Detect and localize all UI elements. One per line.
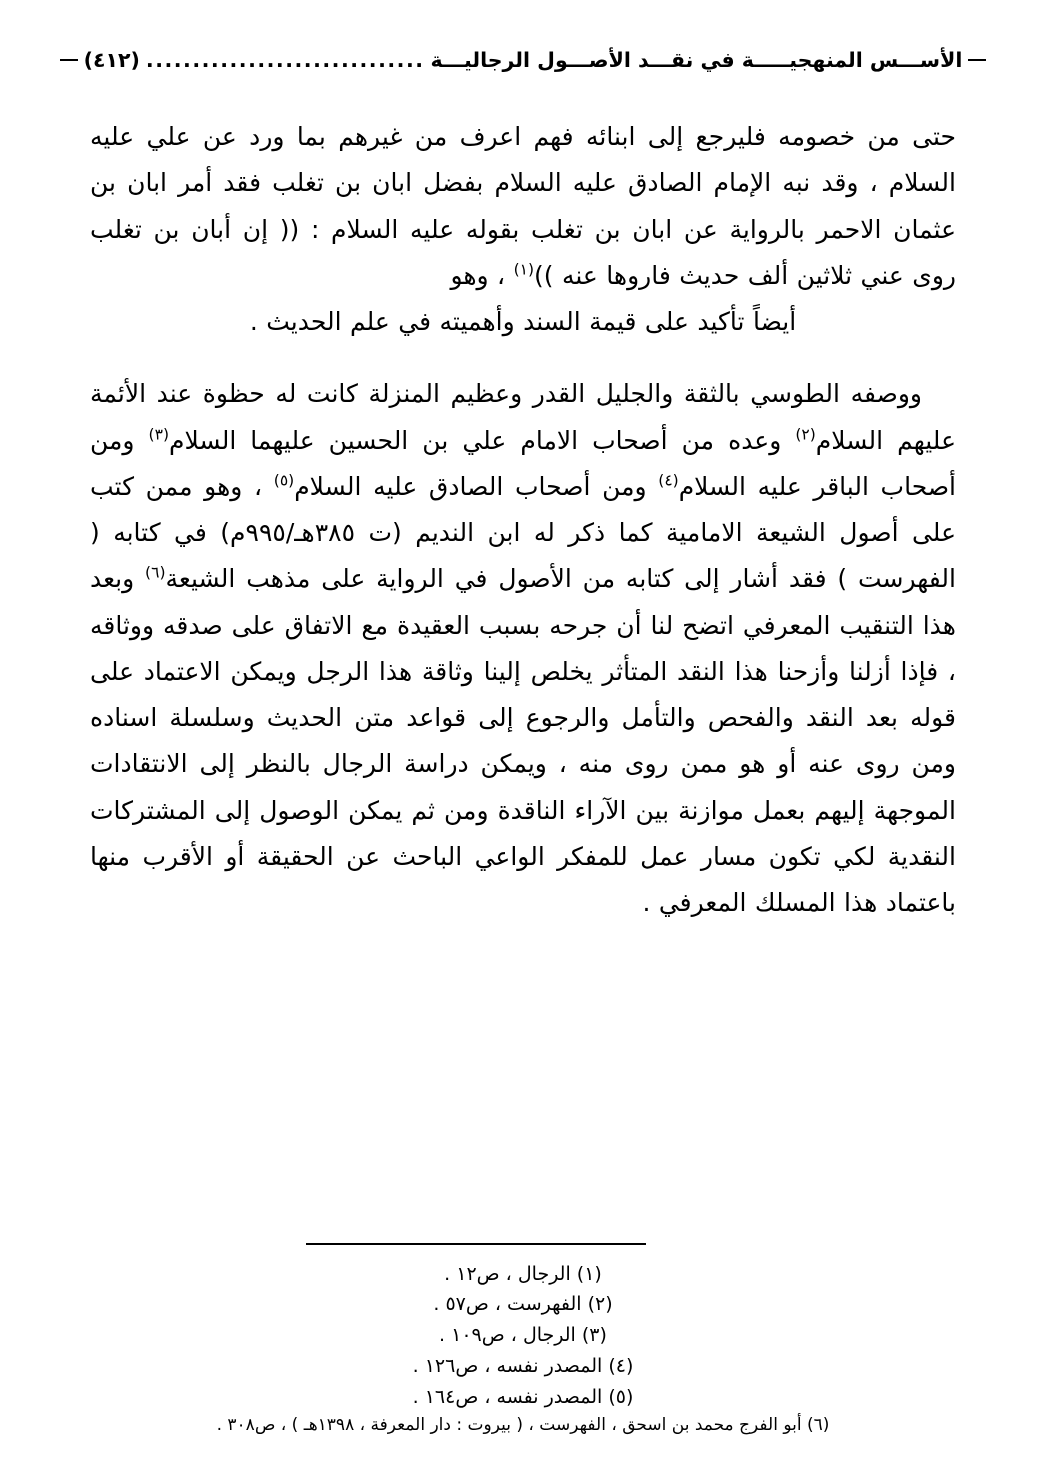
footnote-item: (٥) المصدر نفسه ، ص١٦٤ . [412, 1385, 634, 1408]
footnote-item: (٣) الرجال ، ص١٠٩ . [439, 1324, 607, 1347]
footnote-item: (٢) الفهرست ، ص٥٧ . [433, 1293, 613, 1316]
header-rule-left [60, 59, 78, 61]
paragraph-1 [90, 114, 956, 345]
paragraph-2-seg-3: ومن أصحاب الباقر عليه السلام [90, 425, 957, 501]
footnote-marker-1: (١) [513, 260, 535, 279]
page-header [83, 48, 963, 72]
paragraph-2-seg-4: ومن أصحاب الصادق عليه السلام [294, 471, 659, 501]
footnote-marker-6: (٦) [145, 563, 166, 582]
page-body [90, 114, 956, 926]
paragraph-2 [90, 371, 956, 926]
paragraph-1-text: حتى من خصومه فليرجع إلى ابنائه فهم اعرف من غيرهم بما ورد عن علي عليه السلام ، وقد نبه الإمام الصادق عليه السلام بفضل ابان بن تغلب فقد أمر ابان بن عثمان الاحمر بالرواية عن ابان بن تغلب بقوله عليه السلام : (( إن أبان بن تغلب روى عني ثلاثين ألف حديث فاروها عنه )) [90, 122, 956, 290]
footnote-item: (٤) المصدر نفسه ، ص١٢٦ . [412, 1354, 634, 1377]
footnote-marker-2: (٢) [795, 425, 816, 444]
header-dots: .............................. [145, 48, 425, 72]
footnote-item: (٦) أبو الفرج محمد بن اسحق ، الفهرست ، ( بيروت : دار المعرفة ، ١٣٩٨هـ ) ، ص٣٠٨ . [216, 1415, 830, 1436]
paragraph-2-seg-2: وعده من أصحاب الامام علي بن الحسين عليهما السلام [169, 425, 796, 455]
header-rule-right [968, 59, 986, 61]
footnotes-divider [306, 1243, 646, 1245]
book-title: الأســـس المنهجيـــــة في نقـــد الأصـــول الرجاليـــة [430, 48, 963, 72]
footnotes-section [90, 1243, 956, 1440]
footnote-marker-4: (٤) [658, 471, 679, 490]
paragraph-2-seg-5: ، وهو ممن كتب على أصول الشيعة الامامية كما ذكر له ابن النديم (ت ٣٨٥هـ/٩٩٥م) في كتابه ( الفهرست ) فقد أشار إلى كتابه من الأصول في الرواية على مذهب الشيعة [90, 471, 956, 594]
paragraph-2-seg-6: وبعد هذا التنقيب المعرفي اتضح لنا أن جرحه بسبب العقيدة مع الاتفاق على صدقه ووثاقه ، فإذا أزلنا وأزحنا هذا النقد المتأثر يخلص إلينا وثاقة هذا الرجل ويمكن الاعتماد على قوله بعد النقد والفحص والتأمل والرجوع إلى قواعد متن الحديث وسلسلة اسناده ومن روى عنه أو هو ممن روى منه ، ويمكن دراسة الرجال بالنظر إلى الانتقادات الموجهة إليهم بعمل موازنة بين الآراء الناقدة ومن ثم يمكن الوصول إلى المشتركات النقدية لكي تكون مسار عمل للمفكر الواعي الباحث عن الحقيقة أو الأقرب منها باعتماد هذا المسلك المعرفي . [90, 564, 956, 917]
paragraph-2-seg-1: ووصفه الطوسي بالثقة والجليل القدر وعظيم المنزلة كانت له حظوة عند الأئمة عليهم السلام [90, 379, 956, 455]
footnote-marker-5: (٥) [273, 471, 295, 490]
paragraph-1-tail: ، وهو [450, 260, 514, 290]
paragraph-1-last-line: أيضاً تأكيد على قيمة السند وأهميته في علم الحديث . [249, 307, 797, 336]
page-number: (٤١٢) [83, 48, 140, 72]
footnote-marker-3: (٣) [148, 425, 169, 444]
footnote-item: (١) الرجال ، ص١٢ . [444, 1262, 602, 1285]
